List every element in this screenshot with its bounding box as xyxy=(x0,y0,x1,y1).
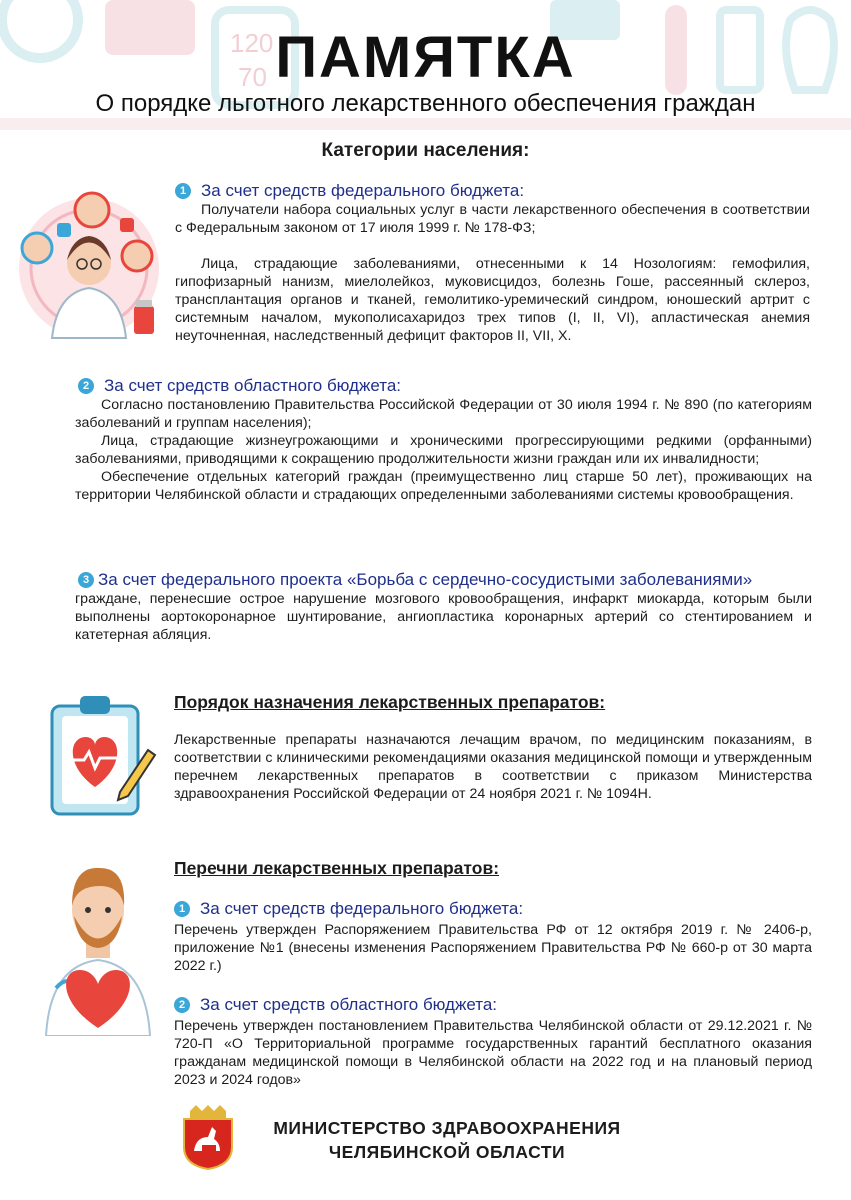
regional-decree: Согласно постановлению Правительства Российской Федерации от 30 июля 1994 г. № 890 (по категориям заболеваний и группам населения); xyxy=(75,397,812,431)
order-heading: Порядок назначения лекарственных препаратов: xyxy=(174,692,606,712)
step-badge: 2 xyxy=(174,997,190,1013)
lists-federal-title xyxy=(174,899,523,919)
regional-circulatory: Обеспечение отдельных категорий граждан (преимущественно лиц старше 50 лет), проживающих на территории Челябинской области и страдающих определенными заболеваниями системы кровообращения. xyxy=(75,469,812,503)
chelyabinsk-coat-of-arms-icon xyxy=(178,1103,238,1171)
ministry-name xyxy=(252,1116,642,1164)
lists-regional-title-text: За счет средств областного бюджета: xyxy=(200,995,498,1014)
federal-budget-text xyxy=(175,201,810,345)
regional-orphan: Лица, страдающие жизнеугрожающими и хроническими прогрессирующими редкими (орфанными) заболеваниями, приводящими к сокращению продолжительности жизни граждан или их инвалидности; xyxy=(75,433,812,467)
cardio-project-text: граждане, перенесшие острое нарушение мозгового кровообращения, инфаркт миокарда, которым были выполнены аортокоронарное шунтирование, ангиопластика коронарных артерий со стентированием и катетерная абляция. xyxy=(75,591,812,643)
step-badge: 1 xyxy=(175,183,191,199)
federal-recipients: Получатели набора социальных услуг в части лекарственного обеспечения в соответствии с Федеральным законом от 17 июля 1999 г. № 178-ФЗ; xyxy=(175,202,810,236)
svg-text:120: 120 xyxy=(230,28,274,58)
lists-federal-text: Перечень утвержден Распоряжением Правительства РФ от 12 октября 2019 г. № 2406-р, приложение №1 (внесены изменения Распоряжением Правительства РФ № 660-р от 30 марта 2022 г.) xyxy=(174,922,812,974)
step-badge: 2 xyxy=(78,378,94,394)
svg-text:70: 70 xyxy=(238,62,267,92)
regional-budget-title xyxy=(78,376,401,396)
federal-budget-title xyxy=(175,181,524,201)
doctor-heart-illustration xyxy=(36,866,160,1036)
step-badge: 3 xyxy=(78,572,94,588)
lists-federal-title-text: За счет средств федерального бюджета: xyxy=(200,899,524,918)
ministry-line-2: ЧЕЛЯБИНСКОЙ ОБЛАСТИ xyxy=(328,1142,566,1162)
lists-regional-text: Перечень утвержден постановлением Правительства Челябинской области от 29.12.2021 г. № 720-П «О Территориальной программе государственных гарантий бесплатного оказания гражданам медицинской помощи в Челябинской области на 2022 год и на плановый период 2023 и 2024 годов» xyxy=(174,1018,812,1088)
regional-budget-text xyxy=(75,396,812,504)
lists-heading: Перечни лекарственных препаратов: xyxy=(174,858,500,878)
clipboard-heart-icon xyxy=(48,692,158,818)
regional-budget-title-text: За счет средств областного бюджета: xyxy=(104,376,402,395)
ministry-line-1: МИНИСТЕРСТВО ЗДРАВООХРАНЕНИЯ xyxy=(273,1118,621,1138)
page-title: ПАМЯТКА xyxy=(275,25,576,90)
federal-budget-title-text: За счет средств федерального бюджета: xyxy=(201,181,525,200)
lists-regional-title xyxy=(174,995,497,1015)
cardio-project-title-text: За счет федерального проекта «Борьба с сердечно-сосудистыми заболеваниями» xyxy=(98,570,753,589)
doctor-patients-illustration xyxy=(12,188,167,348)
order-text: Лекарственные препараты назначаются лечащим врачом, по медицинским показаниям, в соответствии с клиническими рекомендациями оказания медицинской помощи и утвержденным перечнем лекарственных препаратов в соответствии с приказом Министерства здравоохранения Российской Федерации от 24 ноября 2021 г. № 1094Н. xyxy=(174,732,812,802)
step-badge: 1 xyxy=(174,901,190,917)
page-subtitle: О порядке льготного лекарственного обеспечения граждан xyxy=(95,90,756,117)
federal-nosologies: Лица, страдающие заболеваниями, отнесенными к 14 Нозологиям: гемофилия, гипофизарный нанизм, миелолейкоз, муковисцидоз, болезнь Гоше, рассеянный склероз, трансплантация органов и тканей, гемолитико-уремический синдром, юношеский артрит с системным началом, мукополисахаридоз трех типов (I, II, VI), апластическая анемия неуточненная, наследственный дефицит факторов II, VII, X. xyxy=(175,256,810,344)
categories-heading: Категории населения: xyxy=(321,140,530,161)
cardio-project-title xyxy=(78,570,752,590)
